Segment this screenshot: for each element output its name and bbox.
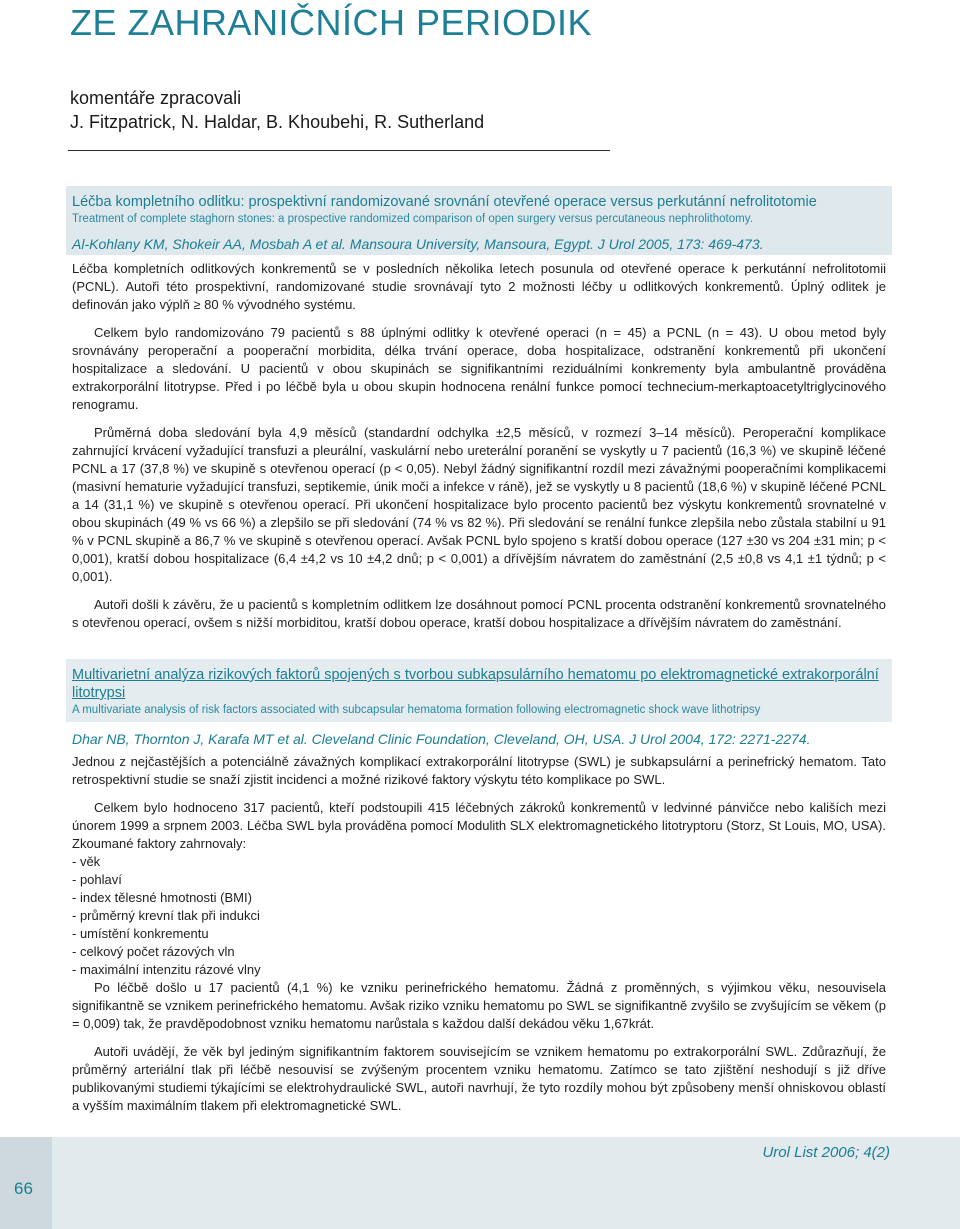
page-number: 66 — [14, 1179, 33, 1198]
article-2-paragraph: Po léčbě došlo u 17 pacientů (4,1 %) ke vzniku perinefrického hematomu. Žádná z proměnných, s výjimkou věku, nesouvisela signifikantně se vznikem perinefrického hematomu. Avšak riziko vzniku hematomu po SWL se signifikantně zvyšilo se zvyšujícím se věkem (p = 0,009) tak, že pravděpodobnost vzniku hematomu narůstala s každou další dekádou věku 1,67krát. — [72, 980, 886, 1031]
article-2-paragraph: Celkem bylo hodnoceno 317 pacientů, kteří podstoupili 415 léčebných zákroků konkrementů v ledvinné pánvičce nebo kališích mezi únorem 1999 a srpnem 2003. Léčba SWL byla prováděna pomocí Modulith SLX elektromagnetického litotryptoru (Storz, St Louis, MO, USA). Zkoumané faktory zahrnovaly: — [72, 800, 886, 851]
article-2-authors: Dhar NB, Thornton J, Karafa MT et al. Cleveland Clinic Foundation, Cleveland, OH, USA. J Urol 2004, 172: 2271-2274. — [72, 731, 811, 747]
article-1-header — [66, 186, 892, 231]
article-2-paragraph: Autoři uvádějí, že věk byl jediným signifikantním faktorem souvisejícím se vznikem hematomu po extrakorporální SWL. Zdůrazňují, že průměrný arteriální tlak při léčbě nesouvisí se zvýšeným procentem vzniku hematomu. Zatímco se tato zjištění neshodují s již dříve publikovanými studiemi týkajícími se elektrohydraulické SWL, autoři navrhují, že tyto rozdíly mohou být způsobeny menší ohniskovou oblastí a vyšším maximálním tlakem při elektromagnetické SWL. — [72, 1044, 886, 1113]
editors-label: komentáře zpracovali — [70, 88, 242, 108]
article-1-subtitle: Treatment of complete staghorn stones: a prospective randomized comparison of open surgery versus percutaneous nephrolithotomy. — [72, 213, 753, 225]
article-1-body — [66, 260, 892, 632]
article-2-paragraph: Jednou z nejčastějších a potenciálně závažných komplikací extrakorporální litotrypse (SWL) je subkapsulární a perinefrický hematom. Tato retrospektivní studie se snaží zjistit incidenci a možné rizikové faktory výskytu této komplikace po SWL. — [72, 754, 886, 787]
article-2 — [66, 659, 892, 1125]
factor-list — [72, 853, 886, 979]
article-1-paragraph: Léčba kompletních odlitkových konkrementů se v posledních několika letech posunula od otevřené operace k perkutánní nefrolitotomii (PCNL). Autoři této prospektivní, randomizované studie srovnávají tyto 2 možnosti léčby u odlitkových konkrementů. Úplný odlitek je definován jako výplň ≥ 80 % vývodného systému. — [72, 261, 886, 312]
list-item: - celkový počet rázových vln — [72, 943, 886, 961]
journal-reference: Urol List 2006; 4(2) — [762, 1144, 890, 1161]
list-item: - věk — [72, 853, 886, 871]
article-1 — [66, 186, 892, 642]
page-title: ZE ZAHRANIČNÍCH PERIODIK — [70, 2, 593, 43]
article-1-authors: Al-Kohlany KM, Shokeir AA, Mosbah A et al. Mansoura University, Mansoura, Egypt. J Urol 2005, 173: 469-473. — [66, 230, 892, 255]
list-item: - index tělesné hmotnosti (BMI) — [72, 889, 886, 907]
list-item: - pohlaví — [72, 871, 886, 889]
editors-names: J. Fitzpatrick, N. Haldar, B. Khoubehi, R. Sutherland — [70, 112, 485, 132]
list-item: - umístění konkrementu — [72, 925, 886, 943]
article-2-title: Multivarietní analýza rizikových faktorů spojených s tvorbou subkapsulárního hematomu po elektromagnetické extrakorporální litotrypsi — [72, 667, 879, 701]
page-number-box — [0, 1137, 52, 1229]
article-1-title: Léčba kompletního odlitku: prospektivní randomizované srovnání otevřené operace versus perkutánní nefrolitotomie — [72, 194, 817, 210]
article-2-body — [66, 753, 892, 1115]
header-divider — [68, 150, 610, 151]
article-2-header — [66, 659, 892, 722]
article-1-paragraph: Autoři došli k závěru, že u pacientů s kompletním odlitkem lze dosáhnout pomocí PCNL procenta odstranění konkrementů srovnatelného s otevřenou operací, ovšem s nižší morbiditou, kratší dobou operace, kratší dobou hospitalizace a dřívějším návratem do zaměstnání. — [72, 597, 886, 630]
article-2-subtitle: A multivariate analysis of risk factors associated with subcapsular hematoma formation following electromagnetic shock wave lithotripsy — [72, 704, 761, 716]
editors-block — [70, 86, 484, 134]
list-item: - maximální intenzitu rázové vlny — [72, 961, 886, 979]
article-1-paragraph: Celkem bylo randomizováno 79 pacientů s 88 úplnými odlitky k otevřené operaci (n = 45) a PCNL (n = 43). U obou metod byly srovnávány peroperační a pooperační morbidita, délka trvání operace, doba hospitalizace, odstranění konkrementů při ukončení hospitalizace a sledování. U pacientů v obou skupinách se signifikantními reziduálními konkrementy byla ambulantně prováděna extrakorporální litotrypse. Před i po léčbě byla u obou skupin hodnocena renální funkce pomocí technecium-merkaptoacetyltriglycinového renogramu. — [72, 325, 886, 412]
list-item: - průměrný krevní tlak při indukci — [72, 907, 886, 925]
article-1-paragraph: Průměrná doba sledování byla 4,9 měsíců (standardní odchylka ±2,5 měsíců, v rozmezí 3–14 měsíců). Peroperační komplikace zahrnující krvácení vyžadující transfuzi a pleurální, vaskulární nebo ureterální poranění se vyskytly u 7 pacientů (16,3 %) ve skupině léčené PCNL a 17 (37,8 %) ve skupině s otevřenou operací (p < 0,05). Nebyl žádný signifikantní rozdíl mezi závažnými pooperačními komplikacemi (masivní hematurie vyžadující transfuzi, septikemie, únik moči a infekce v ráně), jež se vyskytly u 8 pacientů (18,6 %) v skupině léčené PCNL a 14 (31,1 %) ve skupině s otevřenou operací. Při ukončení hospitalizace bylo procento pacientů bez výskytu konkrementů srovnatelné v obou skupinách (49 % vs 66 %) a zlepšilo se při sledování (74 % vs 82 %). Při sledování se renální funkce zlepšila nebo zůstala stabilní u 91 % v PCNL skupině a 86,7 % ve skupině s otevřenou operací. Avšak PCNL bylo spojeno s kratší dobou operace (127 ±30 vs 204 ±31 min; p < 0,001), kratší dobou hospitalizace (6,4 ±4,2 vs 10 ±4,2 dnů; p < 0,001) a dřívějším návratem do zaměstnání (2,5 ±0,8 vs 4,1 ±1 týdnů; p < 0,001). — [72, 425, 886, 584]
